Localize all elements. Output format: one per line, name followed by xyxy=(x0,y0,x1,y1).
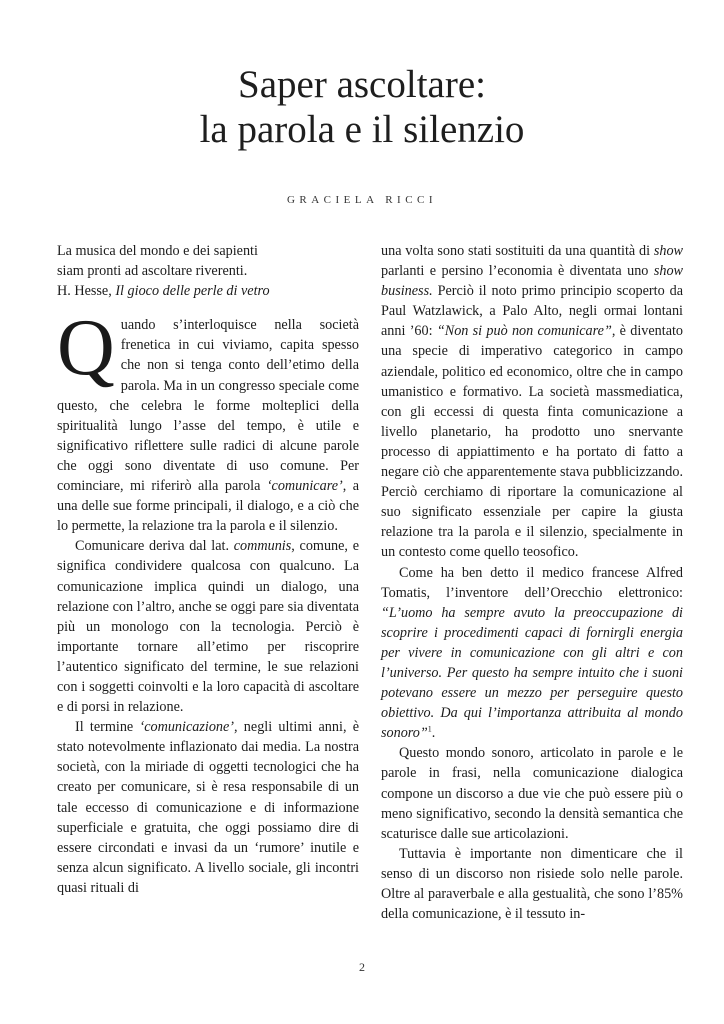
paragraph-5: Come ha ben detto il medico francese Alfred Tomatis, l’inventore dell’Orecchio elettronico: “L’uomo ha sempre avuto la preoccupazione di scoprire i procedimenti capaci di fornirgli energia per vivere in comunicazione con gli altri e con l’universo. Per questo ha sempre intuito che i suoni potevano essere un mezzo per perseguire questo obiettivo. Da qui l’importanza attribuita al mondo sonoro”$^1$. xyxy=(381,564,683,742)
page-number: 2 xyxy=(359,960,365,974)
epigraph-line-1: La musica del mondo e dei sapienti xyxy=(57,243,258,259)
author-name: GRACIELA RICCI xyxy=(286,194,438,206)
paragraph-2: Comunicare deriva dal lat. communis, comune, e significa condividere qualcosa con qualcuno. La comunicazione implica quindi un dialogo, una relazione con l’altro, anche se oggi pare sia diventata più un monologo con la tecnologia. Perciò è importante tornare all’etimo per riscoprire l’autentico significato del termine, le sue relazioni con i soggetti coinvolti e la loro capacità di ascoltare e di porsi in relazione. xyxy=(57,538,359,716)
title-line-1: Saper ascoltare: xyxy=(238,63,486,106)
paragraph-4: una volta sono stati sostituiti da una quantità di show parlanti e persino l’economia è diventata uno show business. Perciò il noto primo principio scoperto da Paul Watzlawick, a Palo Alto, negli ormai lontani anni ’60: “Non si può non comunicare”, è diventato una specie di imperativo categorico in campo aziendale, politico ed economico, oltre che in campo umanistico e formativo. La società massmediatica, con gli eccessi di questa finta comunicazione a livello planetario, ha prodotto uno snervante processo di appiattimento e ha portato di fatto a negare ciò che apparentemente stava pubblicizzando. Perciò cerchiamo di riportare la comunicazione al suo significato essenziale per capire la giusta relazione tra la parola e il silenzio, specialmente in un contesto come quello teosofico. xyxy=(381,243,684,561)
epigraph-work: Il gioco delle perle di vetro xyxy=(115,283,270,300)
epigraph-line-2: siam pronti ad ascoltare riverenti. xyxy=(57,263,248,280)
title-line-2: la parola e il silenzio xyxy=(199,108,525,151)
right-column xyxy=(381,241,683,924)
paragraph-6: Questo mondo sonoro, articolato in parole e le parole in frasi, nella comunicazione dialogica compone un discorso a due vie che può essere più o meno significativo, secondo la densità semantica che scaturisce dalle sue articolazioni. xyxy=(381,745,683,842)
epigraph-attribution: H. Hesse, Il gioco delle perle di vetro xyxy=(57,283,270,300)
article-title xyxy=(0,62,724,152)
paragraph-1: Quando s’interloquisce nella società frenetica in cui viviamo, capita spesso che non si tenga conto dell’etimo della parola. Ma in un congresso speciale come questo, che celebra le forme molteplici della spiritualità lungo l’asse del tempo, è utile e significativo riflettere sulle radici di alcune parole che oggi sono diventate di uso comune. Per cominciare, mi riferirò alla parola ‘comunicare’, a una delle sue forme principali, il dialogo, e a ciò che lo permette, la relazione tra la parola e il silenzio. xyxy=(57,304,359,535)
epigraph xyxy=(57,241,359,301)
paragraph-3: Il termine ‘comunicazione’, negli ultimi anni, è stato notevolmente inflazionato dai media. La nostra società, con la miriade di oggetti tecnologici che ha creato per comunicare, si è resa responsabile di un tale eccesso di comunicazione e di informazione superficiale e gratuita, che oggi possiamo dire di essere circondati e invasi da un ‘rumore’ inutile e senza alcun significato. A livello sociale, gli incontri quasi rituali di xyxy=(57,719,360,896)
drop-cap: Q xyxy=(57,304,115,393)
footnote-ref[interactable]: 1 xyxy=(427,724,432,734)
left-column xyxy=(57,241,359,898)
paragraph-7: Tuttavia è importante non dimenticare che il senso di un discorso non risiede solo nelle parole. Oltre al paraverbale e alla gestualità, che sono l’85% della comunicazione, è il tessuto in- xyxy=(381,845,683,923)
